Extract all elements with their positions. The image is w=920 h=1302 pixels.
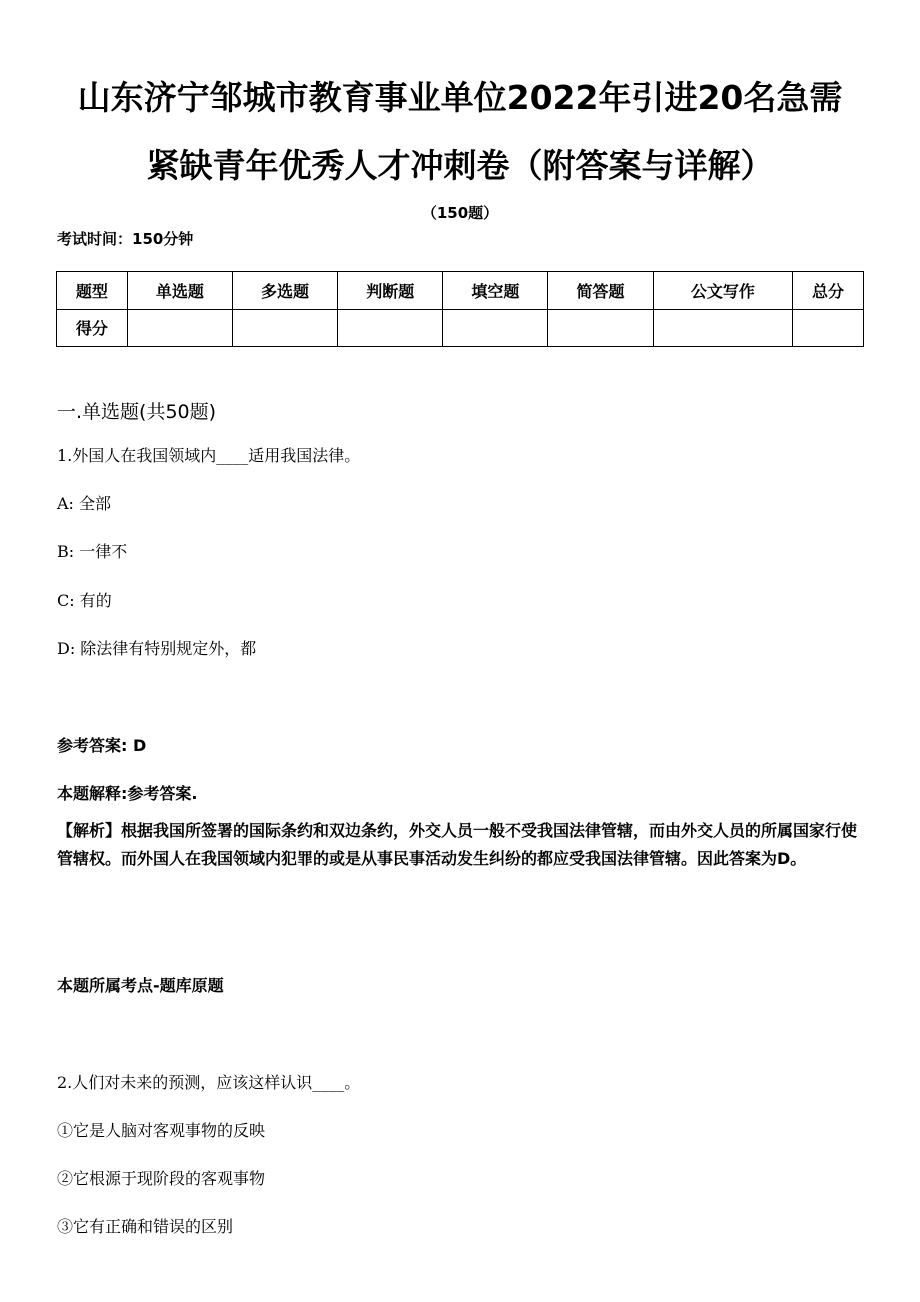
score-table-score-row (57, 309, 864, 347)
question-1-option-c: C: 有的 (57, 591, 112, 610)
score-cell (548, 309, 653, 347)
score-cell (232, 309, 337, 347)
score-table (56, 271, 864, 347)
question-2-statement-1: ①它是人脑对客观事物的反映 (57, 1121, 266, 1140)
question-1-option-a: A: 全部 (57, 494, 112, 513)
score-table-header-row (57, 272, 864, 310)
section-heading: 一.单选题(共50题) (57, 401, 217, 423)
question-2-statement-3: ③它有正确和错误的区别 (57, 1217, 234, 1236)
question-1-answer: 参考答案: D (57, 736, 147, 755)
question-count: （150题） (421, 204, 499, 222)
header-cell: 总分 (793, 272, 864, 310)
question-1-stem: 1.外国人在我国领域内____适用我国法律。 (57, 446, 361, 465)
header-cell: 简答题 (548, 272, 653, 310)
question-2-statement-2: ②它根源于现阶段的客观事物 (57, 1169, 266, 1188)
score-cell (793, 309, 864, 347)
header-cell: 判断题 (338, 272, 443, 310)
question-1-explanation: 【解析】根据我国所签署的国际条约和双边条约，外交人员一般不受我国法律管辖，而由外交人员的所属国家行使管辖权。而外国人在我国领域内犯罪的或是从事民事活动发生纠纷的都应受我国法律管辖。因此答案为D。 (57, 821, 858, 868)
exam-time: 考试时间：150分钟 (57, 230, 194, 248)
row-label-cell: 得分 (57, 309, 128, 347)
question-1-option-d: D: 除法律有特别规定外，都 (57, 639, 257, 658)
header-cell: 单选题 (127, 272, 232, 310)
score-cell (443, 309, 548, 347)
header-cell: 题型 (57, 272, 128, 310)
score-cell (338, 309, 443, 347)
question-1-topic: 本题所属考点-题库原题 (57, 976, 224, 995)
question-1-option-b: B: 一律不 (57, 542, 128, 561)
question-1-explain-label: 本题解释:参考答案. (57, 784, 198, 803)
document-title-line-1: 山东济宁邹城市教育事业单位2022年引进20名急需 (77, 78, 843, 117)
score-cell (653, 309, 792, 347)
question-2-stem: 2.人们对未来的预测，应该这样认识____。 (57, 1073, 361, 1092)
document-title-line-2: 紧缺青年优秀人才冲刺卷（附答案与详解） (146, 146, 774, 185)
header-cell: 多选题 (232, 272, 337, 310)
header-cell: 公文写作 (653, 272, 792, 310)
score-cell (127, 309, 232, 347)
header-cell: 填空题 (443, 272, 548, 310)
